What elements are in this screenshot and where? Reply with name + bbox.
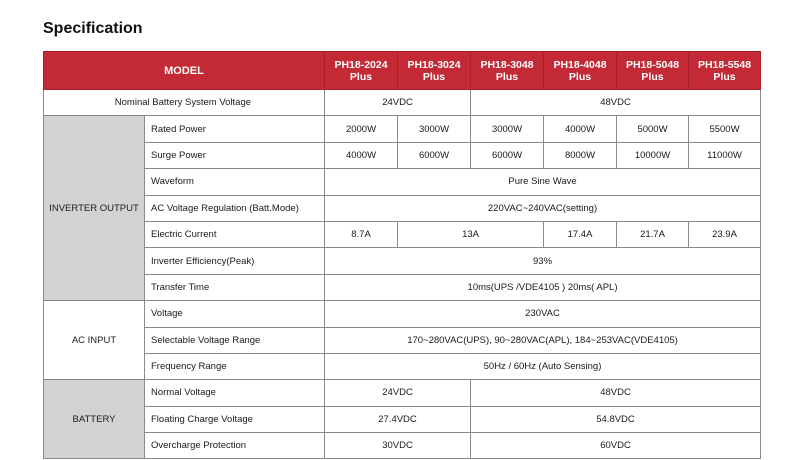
table-row xyxy=(44,142,761,168)
cell-value: Pure Sine Wave xyxy=(325,169,761,195)
nominal-voltage-label: Nominal Battery System Voltage xyxy=(44,90,325,116)
cell-value: 4000W xyxy=(544,116,617,142)
model-name: PH18-5548 xyxy=(697,58,752,71)
row-label: Normal Voltage xyxy=(145,380,325,406)
cell-value: 30VDC xyxy=(325,433,471,459)
model-variant: Plus xyxy=(422,70,446,83)
table-row xyxy=(44,327,761,353)
row-label: Voltage xyxy=(145,301,325,327)
model-header: MODEL xyxy=(44,52,325,90)
model-variant: Plus xyxy=(713,70,736,83)
model-name: PH18-3048 xyxy=(480,58,534,71)
model-name: PH18-5048 xyxy=(625,58,680,71)
cell-value: 60VDC xyxy=(471,433,761,459)
cell-value: 6000W xyxy=(398,142,471,168)
model-name: PH18-4048 xyxy=(553,58,607,71)
table-row xyxy=(44,380,761,406)
model-variant: Plus xyxy=(495,70,519,83)
cell-value: 8.7A xyxy=(325,221,398,247)
row-label: Inverter Efficiency(Peak) xyxy=(145,248,325,274)
cell-value: 220VAC~240VAC(setting) xyxy=(325,195,761,221)
group-ac-input: AC INPUT xyxy=(44,301,145,380)
cell-value: 93% xyxy=(325,248,761,274)
table-row xyxy=(44,221,761,247)
table-row xyxy=(44,90,761,116)
cell-value: 11000W xyxy=(689,142,761,168)
cell-value: 17.4A xyxy=(544,221,617,247)
row-label: Floating Charge Voltage xyxy=(145,406,325,432)
cell-value: 13A xyxy=(398,221,544,247)
cell-value: 48VDC xyxy=(471,380,761,406)
model-variant: Plus xyxy=(641,70,664,83)
header-row xyxy=(44,52,761,90)
table-row xyxy=(44,301,761,327)
cell-value: 50Hz / 60Hz (Auto Sensing) xyxy=(325,353,761,379)
model-column-header xyxy=(617,52,689,90)
model-variant: Plus xyxy=(349,70,373,83)
group-battery: BATTERY xyxy=(44,380,145,459)
table-row xyxy=(44,353,761,379)
table-row xyxy=(44,433,761,459)
model-column-header xyxy=(689,52,761,90)
page-title: Specification xyxy=(43,20,143,37)
cell-value: 27.4VDC xyxy=(325,406,471,432)
cell-value: 230VAC xyxy=(325,301,761,327)
table-row xyxy=(44,274,761,300)
row-label: Waveform xyxy=(145,169,325,195)
row-label: AC Voltage Regulation (Batt.Mode) xyxy=(145,195,325,221)
specification-table xyxy=(43,51,761,459)
cell-value: 5500W xyxy=(689,116,761,142)
row-label: Selectable Voltage Range xyxy=(145,327,325,353)
cell-value: 10ms(UPS /VDE4105 ) 20ms( APL) xyxy=(325,274,761,300)
model-column-header xyxy=(325,52,398,90)
table-row xyxy=(44,195,761,221)
model-column-header xyxy=(544,52,617,90)
model-variant: Plus xyxy=(568,70,592,83)
group-inverter-output: INVERTER OUTPUT xyxy=(44,116,145,301)
cell-value: 24VDC xyxy=(325,380,471,406)
row-label: Electric Current xyxy=(145,221,325,247)
nominal-voltage-48: 48VDC xyxy=(471,90,761,116)
cell-value: 2000W xyxy=(325,116,398,142)
cell-value: 170~280VAC(UPS), 90~280VAC(APL), 184~253VAC(VDE4105) xyxy=(325,327,761,353)
table-row xyxy=(44,248,761,274)
cell-value: 54.8VDC xyxy=(471,406,761,432)
table-row xyxy=(44,406,761,432)
cell-value: 8000W xyxy=(544,142,617,168)
model-column-header xyxy=(471,52,544,90)
cell-value: 3000W xyxy=(471,116,544,142)
table-row xyxy=(44,169,761,195)
model-column-header xyxy=(398,52,471,90)
cell-value: 23.9A xyxy=(689,221,761,247)
row-label: Overcharge Protection xyxy=(145,433,325,459)
row-label: Surge Power xyxy=(145,142,325,168)
cell-value: 6000W xyxy=(471,142,544,168)
cell-value: 21.7A xyxy=(617,221,689,247)
cell-value: 3000W xyxy=(398,116,471,142)
row-label: Frequency Range xyxy=(145,353,325,379)
cell-value: 4000W xyxy=(325,142,398,168)
nominal-voltage-24: 24VDC xyxy=(325,90,471,116)
cell-value: 10000W xyxy=(617,142,689,168)
row-label: Rated Power xyxy=(145,116,325,142)
row-label: Transfer Time xyxy=(145,274,325,300)
table-row xyxy=(44,116,761,142)
model-name: PH18-2024 xyxy=(334,58,388,71)
model-name: PH18-3024 xyxy=(407,58,461,71)
cell-value: 5000W xyxy=(617,116,689,142)
